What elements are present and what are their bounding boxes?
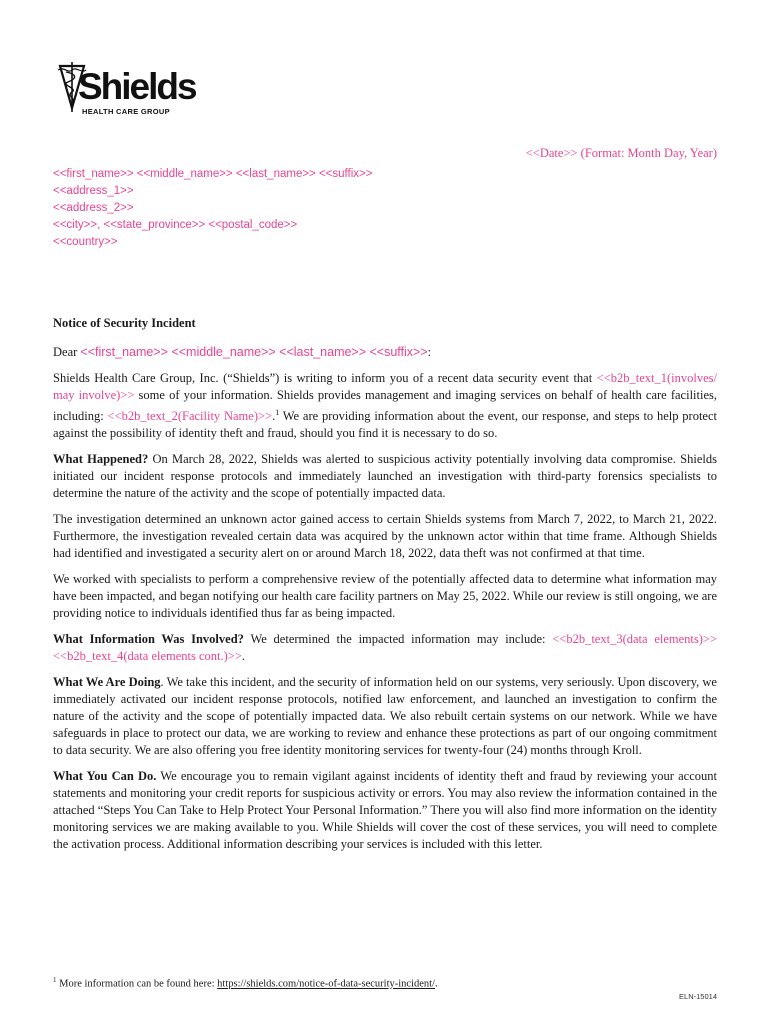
- date-format-note: (Format: Month Day, Year): [577, 146, 717, 160]
- greeting-suffix: :: [427, 345, 432, 359]
- what-we-are-doing-text: . We take this incident, and the security of information held on our systems, very seriously. Upon discovery, we immediately activated our incident response protocols, notified law enforcement, and launched an investigation to confirm the nature of the activity and the scope of potentially impacted data. We also rebuilt certain systems on our network. While we have safeguards in place to protect our data, we are working to review and enhance these protections as part of our ongoing commitment to data security. We are also offering you free identity monitoring services for twenty-four (24) months through Kroll.: [53, 675, 717, 758]
- footnote: [53, 976, 438, 990]
- greeting: [53, 344, 717, 361]
- footnote-reference: 1: [275, 408, 280, 417]
- what-information-heading: What Information Was Involved?: [53, 632, 244, 647]
- what-we-are-doing-paragraph: [53, 674, 717, 759]
- b2b-text-2-placeholder: <<b2b_text_2(Facility Name)>>: [107, 409, 273, 424]
- intro-paragraph: [53, 370, 717, 442]
- what-information-text: We determined the impacted information may include:: [243, 632, 553, 647]
- what-you-can-do-heading: What You Can Do.: [53, 769, 157, 784]
- b2b-text-4-placeholder: <<b2b_text_4(data elements cont.)>>: [53, 649, 242, 664]
- intro-text-2: some of your information. Shields provides management and imaging services on behalf of health care facilities, including:: [53, 388, 718, 424]
- footnote-number: 1: [53, 976, 57, 984]
- address-line-2: <<address_2>>: [53, 202, 134, 214]
- date-line: [526, 146, 717, 161]
- footnote-end: .: [434, 978, 438, 990]
- recipient-address: [53, 166, 372, 251]
- logo-subtitle: HEALTH CARE GROUP: [82, 107, 170, 116]
- what-you-can-do-paragraph: [53, 768, 717, 853]
- review-paragraph: We worked with specialists to perform a comprehensive review of the potentially affected data to determine what information may have been impacted, and began notifying our health care facility partners on May 25, 2022. While our review is still ongoing, we are providing notice to individuals identified thus far as being impacted.: [53, 572, 717, 621]
- greeting-prefix: Dear: [53, 345, 81, 359]
- intro-text-3: .: [272, 409, 276, 424]
- what-happened-paragraph: [53, 451, 717, 502]
- intro-text-1: Shields Health Care Group, Inc. (“Shields”) is writing to inform you of a recent data security event that: [53, 371, 597, 385]
- notice-title: Notice of Security Incident: [53, 316, 196, 330]
- address-line-1: <<address_1>>: [53, 185, 134, 197]
- footnote-link[interactable]: https://shields.com/notice-of-data-security-incident/: [217, 978, 435, 990]
- recipient-name-line: <<first_name>> <<middle_name>> <<last_name>> <<suffix>>: [53, 168, 373, 180]
- b2b-text-1-placeholder: <<b2b_text_1(involves/ may involve)>>: [53, 371, 717, 402]
- letter-body: [53, 315, 717, 862]
- document-code: ELN-15014: [679, 992, 717, 1001]
- what-we-are-doing-heading: What We Are Doing: [53, 675, 161, 690]
- b2b-text-3-placeholder: <<b2b_text_3(data elements)>>: [552, 632, 718, 647]
- what-information-paragraph: [53, 631, 717, 665]
- what-information-end: .: [241, 649, 246, 664]
- date-placeholder: <<Date>>: [525, 146, 578, 160]
- greeting-name-placeholder: <<first_name>> <<middle_name>> <<last_name>> <<suffix>>: [80, 345, 428, 359]
- city-state-postal-line: <<city>>, <<state_province>> <<postal_code>>: [53, 219, 298, 231]
- country-line: <<country>>: [53, 236, 118, 248]
- what-you-can-do-text: We encourage you to remain vigilant against incidents of identity theft and fraud by reviewing your account statements and monitoring your credit reports for suspicious activity or errors. You may also review the information contained in the attached “Steps You Can Take to Help Protect Your Personal Information.” There you will also find more information on the identity monitoring services we are making available to you. While Shields will cover the cost of these services, you will need to complete the activation process. Additional information describing your services is included with this letter.: [53, 769, 717, 852]
- investigation-paragraph: The investigation determined an unknown actor gained access to certain Shields systems from March 7, 2022, to March 21, 2022. Furthermore, the investigation revealed certain data was acquired by the unknown actor within that time frame. Although Shields had identified and investigated a security alert on or around March 18, 2022, data theft was not confirmed at that time.: [53, 512, 717, 561]
- footnote-text: More information can be found here:: [56, 978, 218, 990]
- what-happened-text: On March 28, 2022, Shields was alerted to suspicious activity potentially involving data compromise. Shields initiated our incident response protocols and immediately launched an investigation with third-party forensics specialists to determine the nature of the activity and the scope of potentially impacted data.: [53, 452, 717, 501]
- what-happened-heading: What Happened?: [53, 452, 149, 467]
- company-logo: [56, 62, 206, 122]
- logo-wordmark: Shields: [78, 66, 196, 107]
- intro-text-4: We are providing information about the event, our response, and steps to help protect against the possibility of identity theft and fraud, should you find it is necessary to do so.: [53, 409, 717, 441]
